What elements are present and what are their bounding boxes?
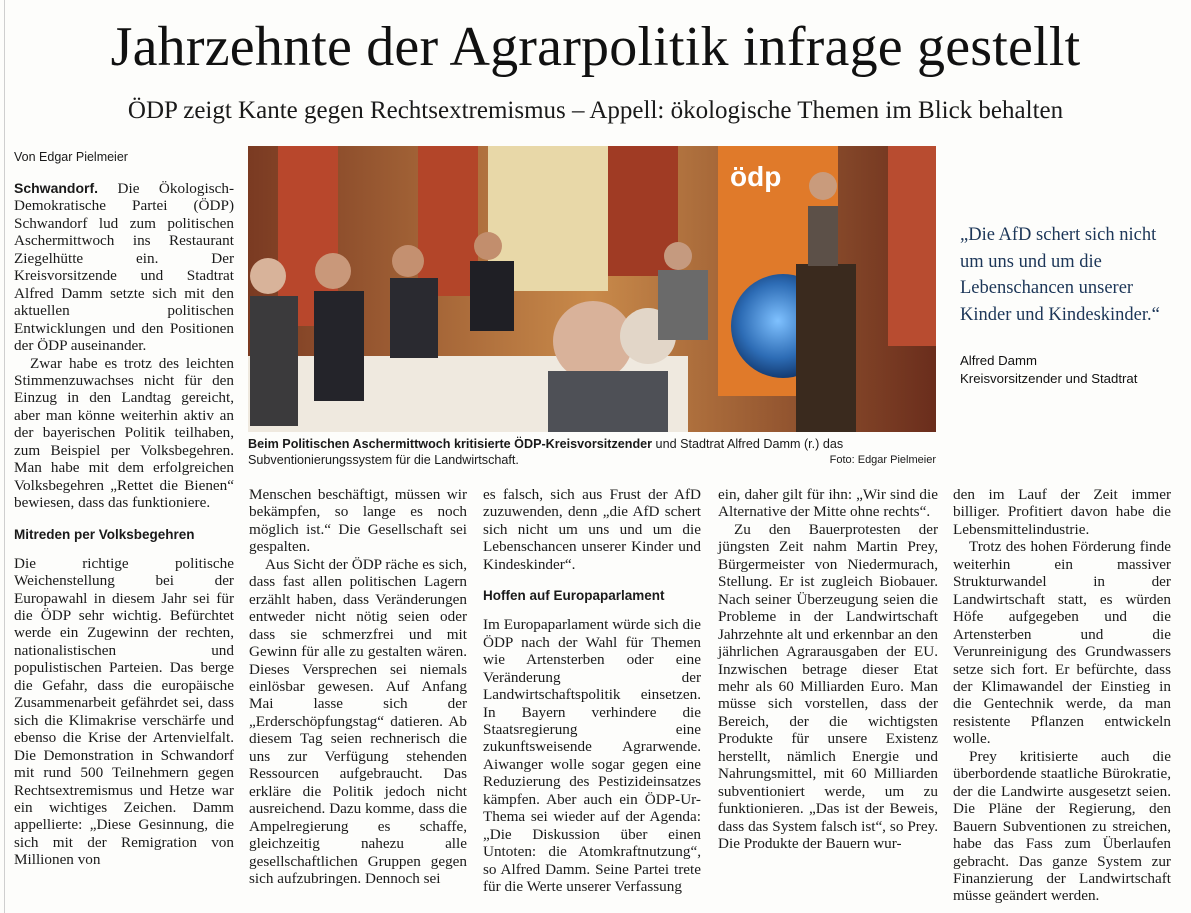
paragraph xyxy=(14,180,234,355)
paragraph: Prey kritisierte auch die überbordende staatliche Bürokratie, der die Landwirte ausgesetzt seien. Die Pläne der Regierung, den Bauern Subventionen zu streichen, habe das Fass zum Überlaufen gebracht. Das ganze System zur Finanzierung der Landwirtschaft müsse geändert werden. xyxy=(953,747,1171,905)
page-left-border xyxy=(4,0,5,913)
paragraph: Zwar habe es trotz des leichten Stimmenzuwachses nicht für den Einzug in den Landtag gereicht, aber man könne weiterhin aktiv an der bayerischen Politik teilhaben, zum Beispiel per Volksbegehren. Man habe mit dem erfolgreichen Volksbegehren „Rettet die Bienen“ bewiesen, dass das funktioniere. xyxy=(14,354,234,512)
subheadline: ÖDP zeigt Kante gegen Rechtsextremismus – Appell: ökologische Themen im Blick behalten xyxy=(127,97,1064,124)
photo-credit: Foto: Edgar Pielmeier xyxy=(829,454,936,466)
quote-author-name: Alfred Damm xyxy=(960,353,1037,368)
quote-author-role: Kreisvorsitzender und Stadtrat xyxy=(960,370,1138,386)
pull-quote: „Die AfD schert sich nicht um uns und um die Lebenschancen unserer Kinder und Kindeskinder.“ xyxy=(960,225,1160,325)
column-4 xyxy=(718,486,938,853)
paragraph: Menschen beschäftigt, müssen wir bekämpfen, so lange es noch möglich ist.“ Die Gesellschaft sei gespalten. xyxy=(249,486,467,556)
caption-lead: Beim Politischen Aschermittwoch kritisierte ÖDP-Kreisvorsitzender xyxy=(248,437,653,451)
paragraph: es falsch, sich aus Frust der AfD zuzuwenden, denn „die AfD schert sich nicht um uns und um die Lebenschancen unserer Kinder und Kindeskinder“. xyxy=(483,486,701,573)
subheading: Hoffen auf Europaparlament xyxy=(483,588,665,604)
caption-text: und Stadtrat Alfred Damm (r.) das Subventionierungssystem für die Landwirtschaft. xyxy=(248,437,844,467)
banner-logo-text: ödp xyxy=(730,161,782,192)
paragraph: Trotz des hohen Förderung finde weiterhin ein massiver Strukturwandel in der Landwirtschaft statt, es würden Höfe aufgegeben und die Artensterben und die Verunreinigung des Grundwassers setze sich fort. Er befürchte, dass der Klimawandel der Einstieg in die Gentechnik werde, da man resistente Pflanzen entwickeln wolle. xyxy=(953,538,1171,748)
pull-quote-author xyxy=(960,352,1190,387)
subheading: Mitreden per Volksbegehren xyxy=(14,526,195,542)
column-2 xyxy=(249,486,467,887)
paragraph-text: Die Ökologisch-Demokratische Partei (ÖDP) Schwandorf lud zum politischen Aschermittwoch ins Restaurant Ziegelhütte ein. Der Kreisvorsitzende und Stadtrat Alfred Damm setzte sich mit den aktuellen politischen Entwicklungen und den Positionen der ÖDP auseinander. xyxy=(14,180,234,355)
headline: Jahrzehnte der Agrarpolitik infrage gestellt xyxy=(110,16,1081,78)
article-photo xyxy=(248,146,936,432)
dateline: Schwandorf. xyxy=(14,180,99,196)
column-3 xyxy=(483,486,701,896)
paragraph: Im Europaparlament würde sich die ÖDP nach der Wahl für Themen wie Artensterben oder eine Veränderung der Landwirtschaftspolitik einsetzen. In Bayern verhindere die Staatsregierung eine zukunftsweisende Agrarwende. Aiwanger wolle sogar gegen eine Reduzierung des Pestizideinsatzes kämpfen. Aber auch ein ÖDP-Ur-Thema sei wieder auf der Agenda: „Die Diskussion über einen Untoten: die Atomkraftnutzung“, so Alfred Damm. Seine Partei trete für die Werte unserer Verfassung xyxy=(483,616,701,896)
event-photo-illustration xyxy=(248,146,936,432)
column-5 xyxy=(953,486,1171,905)
paragraph: Zu den Bauerprotesten der jüngsten Zeit nahm Martin Prey, Bürgermeister von Niedermurach, Stellung. Er ist zugleich Biobauer. Nach seiner Überzeugung seien die Probleme in der Landwirtschaft Jahrzehnte alt und erkennbar an den jährlichen Agrarausgaben der EU. Inzwischen betrage dieser Etat mehr als 60 Milliarden Euro. Man müsse sich vorstellen, dass der Bereich, der die wichtigsten Produkte für unsere Existenz herstellt, nämlich Energie und Nahrungsmittel, mit 60 Milliarden subventioniert werde, um zu funktionieren. „Das ist der Beweis, dass das System falsch ist“, so Prey. Die Produkte der Bauern wur- xyxy=(718,520,938,853)
photo-caption xyxy=(248,436,936,468)
paragraph: Aus Sicht der ÖDP räche es sich, dass fast allen politischen Lagern erzählt haben, dass Veränderungen entweder nicht nötig seien oder dass sie schmerzfrei und mit Gewinn für alle zu gestalten wären. Dieses Versprechen sei niemals einlösbar gewesen. Auf Anfang Mai lasse sich der „Erderschöpfungstag“ datieren. Ab diesem Tag seien rechnerisch die uns zur Verfügung stehenden Ressourcen aufgebraucht. Das erkläre die Politik jedoch nicht ausreichend. Dazu komme, dass die Ampelregierung es schaffe, gleichzeitig nahezu alle gesellschaftlichen Gruppen gegen sich aufzubringen. Dennoch sei xyxy=(249,555,467,887)
paragraph: ein, daher gilt für ihn: „Wir sind die Alternative der Mitte ohne rechts“. xyxy=(718,486,938,521)
column-1 xyxy=(14,180,234,869)
paragraph: Die richtige politische Weichenstellung bei der Europawahl in diesem Jahr sei für die ÖDP sehr wichtig. Befürchtet werde ein Zugewinn der rechten, nationalistischen und populistischen Parteien. Das berge die Gefahr, dass die europäische Zusammenarbeit gefährdet sei, dass sich die Klimakrise verschärfe und ebenso die Krise der Artenvielfalt. Die Demonstration in Schwandorf mit rund 500 Teilnehmern gegen Rechtsextremismus und Hetze war ein wichtiges Zeichen. Damm appellierte: „Diese Gesinnung, die sich mit der Remigration von Millionen von xyxy=(14,554,234,869)
byline: Von Edgar Pielmeier xyxy=(14,150,128,164)
paragraph: den im Lauf der Zeit immer billiger. Profitiert davon habe die Lebensmittelindustrie. xyxy=(953,486,1171,538)
